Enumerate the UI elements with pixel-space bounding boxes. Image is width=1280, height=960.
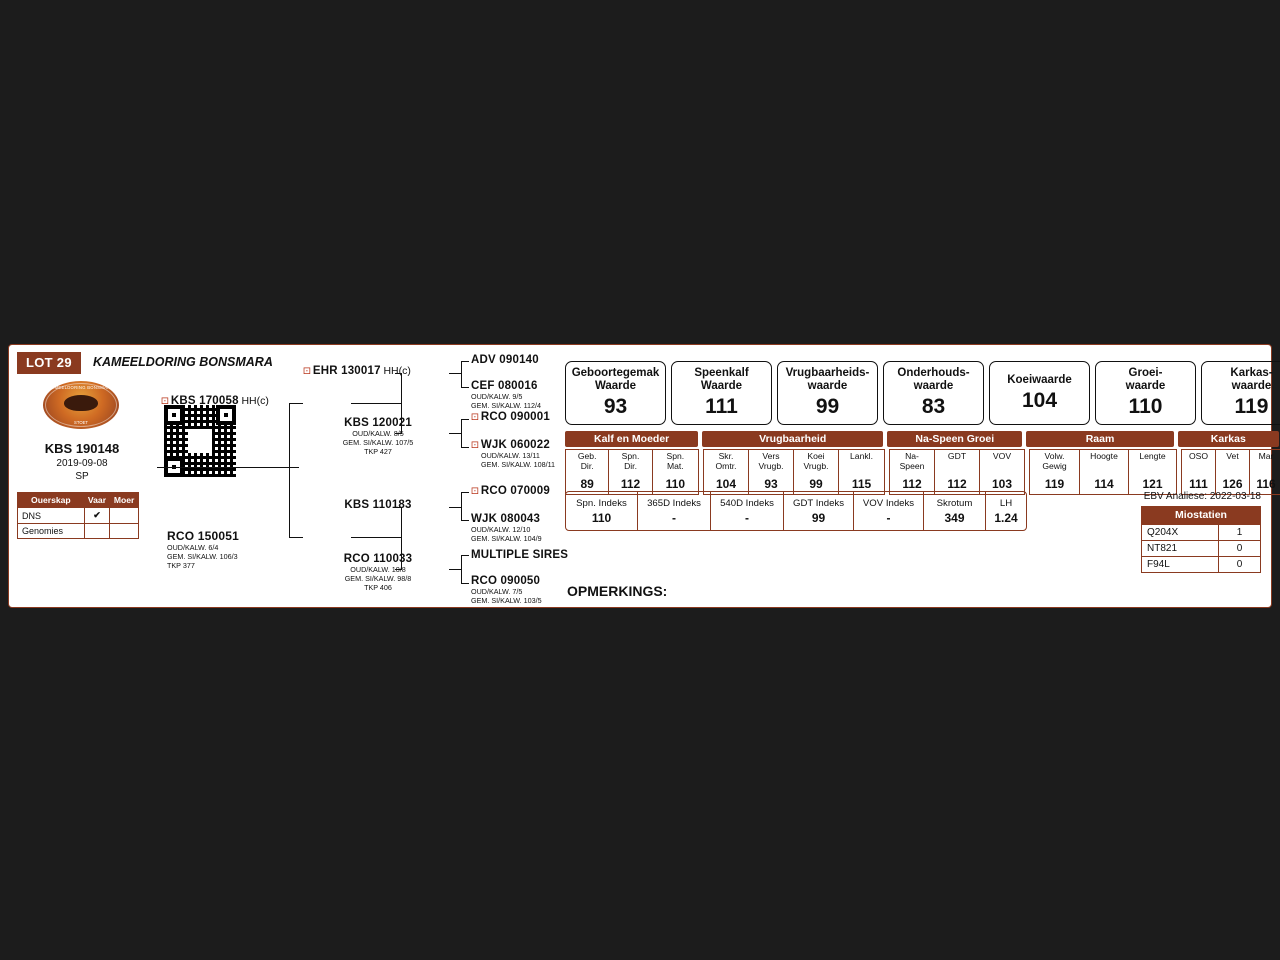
- connector: [351, 403, 401, 404]
- trait-value-hoogte: 114: [1094, 477, 1114, 491]
- trait-cells: [565, 449, 1279, 495]
- ebv-box-groei: [1095, 361, 1196, 425]
- ebv-box-vrugbaarheid: [777, 361, 878, 425]
- remarks-label: OPMERKINGS:: [567, 583, 668, 599]
- trait-label-line1: GDT: [947, 451, 967, 461]
- col-ouerskap: Ouerskap: [18, 493, 85, 508]
- trait-label-line2: Dir.: [580, 460, 594, 471]
- ebv-label-line1: Speenkalf: [694, 367, 749, 379]
- trait-value-koei-vrugb: 99: [809, 477, 823, 491]
- ebv-label-line1: Koeiwaarde: [1007, 373, 1072, 386]
- trait-mar: [1250, 450, 1280, 494]
- genomies-moer-value: [110, 524, 139, 539]
- ebv-label-line2: Waarde: [594, 380, 637, 392]
- index-lh: [986, 492, 1026, 530]
- ebv-label-line2: Waarde: [700, 380, 743, 392]
- gen3-rco090050-sub-2: GEM. SI/KALW. 103/5: [471, 596, 542, 605]
- ebv-label-line1: Karkas-: [1230, 367, 1273, 379]
- row-label-dns: DNS: [18, 508, 85, 524]
- gen3-wjk080043-sub-2: GEM. SI/KALW. 104/9: [471, 534, 542, 543]
- sire-dam-sub-3: TKP 427: [364, 447, 392, 456]
- ebv-label-line1: Geboortegemak: [571, 367, 660, 379]
- trait-geb-dir: [566, 450, 609, 494]
- index-skrotum: [924, 492, 986, 530]
- connector: [461, 447, 469, 448]
- dns-moer-value: [110, 508, 139, 524]
- connector: [449, 433, 462, 434]
- trait-value-na-speen: 112: [902, 477, 922, 491]
- dam-sire-name: KBS 110183: [344, 499, 412, 511]
- trait-label-line2: Speen: [899, 460, 925, 471]
- connector: [461, 492, 469, 493]
- trait-label-line1: Skr.: [718, 451, 734, 461]
- stud-logo: [43, 381, 119, 429]
- horn-icon: ⚀: [471, 440, 479, 450]
- trait-group-raam: [1029, 449, 1177, 495]
- connector: [461, 520, 469, 521]
- ebv-value-speenkalf: 111: [705, 395, 738, 418]
- group-header-kalf-en-moeder: Kalf en Moeder: [565, 431, 698, 447]
- gen3-wjk-sub-1: OUD/KALW. 13/11: [481, 451, 540, 460]
- connector: [461, 361, 462, 387]
- group-header-vrugbaarheid: Vrugbaarheid: [702, 431, 883, 447]
- horn-icon: ⚀: [471, 486, 479, 496]
- index-365d: [638, 492, 711, 530]
- trait-group-headers: [565, 431, 1279, 447]
- trait-hoogte: [1080, 450, 1129, 494]
- mio-name-q204x: Q204X: [1142, 525, 1219, 541]
- trait-value-lengte: 121: [1142, 477, 1163, 491]
- table-row: [18, 524, 139, 539]
- group-header-karkas: Karkas: [1178, 431, 1279, 447]
- ebv-label-line1: Groei-: [1128, 367, 1163, 379]
- trait-spn-dir: [609, 450, 652, 494]
- trait-spn-mat: [653, 450, 698, 494]
- index-spn: [566, 492, 638, 530]
- connector: [461, 583, 469, 584]
- index-value-vov: -: [886, 510, 891, 525]
- gen3-wjk080043-sub-1: OUD/KALW. 12/10: [471, 525, 531, 534]
- trait-label-line1: Mar: [1258, 451, 1274, 461]
- index-label-skrotum: Skrotum: [936, 497, 973, 509]
- dam-gen1-sub-2: GEM. SI/KALW. 106/3: [167, 552, 238, 561]
- trait-label-line1: Spn.: [621, 451, 640, 461]
- mio-value-f94l: 0: [1219, 557, 1261, 573]
- ebv-value-karkas: 119: [1234, 395, 1269, 418]
- trait-vov: [980, 450, 1024, 494]
- connector: [461, 555, 469, 556]
- trait-label-line2: Vrugb.: [758, 460, 784, 471]
- trait-na-speen: [890, 450, 935, 494]
- ebv-box-koeiwaarde: [989, 361, 1090, 425]
- trait-label-line2: Mat.: [666, 460, 684, 471]
- index-vov: [854, 492, 924, 530]
- pedigree-sire-gen1[interactable]: [161, 395, 351, 407]
- index-value-spn: 110: [591, 510, 612, 525]
- connector: [461, 492, 462, 520]
- gen3-sire-dam-dam-name: WJK 060022: [480, 439, 550, 451]
- qr-finder-top-right: [216, 405, 236, 425]
- trait-value-vov: 103: [991, 477, 1013, 491]
- miostatin-table: [1141, 524, 1261, 573]
- ebv-value-geboortegemak: 93: [603, 395, 628, 418]
- trait-label-line1: VOV: [992, 451, 1012, 461]
- connector: [461, 419, 469, 420]
- dam-gen1-name: RCO 150051: [167, 529, 240, 543]
- logo-bottom-text: STOET: [74, 420, 88, 425]
- gen3-dam-dam-sire-name: MULTIPLE SIRES: [471, 549, 569, 561]
- animal-sp: SP: [75, 471, 89, 482]
- trait-group-karkas: [1181, 449, 1280, 495]
- trait-label-line2: Gewig: [1042, 460, 1067, 471]
- connector: [289, 403, 290, 537]
- trait-label-line1: Hoogte: [1090, 451, 1118, 461]
- breed-title: KAMEELDORING BONSMARA: [93, 355, 273, 369]
- index-label-gdt: GDT Indeks: [792, 497, 844, 509]
- index-value-365d: -: [672, 510, 676, 525]
- lot-badge: LOT 29: [17, 352, 81, 374]
- index-label-vov: VOV Indeks: [862, 497, 915, 509]
- trait-vers-vrugb: [749, 450, 794, 494]
- trait-lankl: [839, 450, 884, 494]
- parentage-table: [17, 492, 139, 539]
- gen3-wjk-sub-2: GEM. SI/KALW. 108/11: [481, 460, 556, 469]
- trait-label-line1: Spn.: [666, 451, 685, 461]
- ebv-value-koeiwaarde: 104: [1021, 388, 1058, 412]
- horn-icon: ⚀: [303, 366, 311, 376]
- trait-value-spn-dir: 112: [620, 477, 641, 491]
- mio-name-f94l: F94L: [1142, 557, 1219, 573]
- index-label-540d: 540D Indeks: [720, 497, 774, 509]
- trait-value-oso: 111: [1189, 477, 1208, 491]
- table-row: [1142, 525, 1261, 541]
- trait-value-gdt: 112: [947, 477, 967, 491]
- gen3-sire-sire-sire-name: ADV 090140: [471, 354, 539, 366]
- connector: [461, 361, 469, 362]
- horn-icon: ⚀: [161, 396, 169, 406]
- trait-value-lankl: 115: [851, 477, 872, 491]
- ebv-box-karkas: [1201, 361, 1280, 425]
- dam-dam-sub-3: TKP 406: [364, 583, 392, 592]
- sire-sire-name: EHR 130017: [312, 365, 381, 377]
- connector: [157, 467, 299, 468]
- ebv-value-onderhouds: 83: [921, 395, 946, 418]
- dns-vaar-check: ✔: [84, 508, 110, 524]
- ebv-box-geboortegemak: [565, 361, 666, 425]
- group-header-na-speen-groei: Na-Speen Groei: [887, 431, 1022, 447]
- ebv-label-line2: waarde: [913, 380, 954, 392]
- animal-dob: 2019-09-08: [56, 458, 108, 469]
- dam-gen1-sub-3: TKP 377: [167, 561, 195, 570]
- trait-group-na-speen-groei: [889, 449, 1025, 495]
- trait-value-mar: 116: [1256, 477, 1276, 491]
- animal-id: KBS 190148: [44, 441, 120, 456]
- trait-label-line2: Vrugb.: [803, 460, 829, 471]
- table-row: [18, 508, 139, 524]
- dam-dam-sub-2: GEM. SI/KALW. 98/8: [344, 574, 412, 583]
- trait-gdt: [935, 450, 980, 494]
- trait-koei-vrugb: [794, 450, 839, 494]
- index-value-540d: -: [745, 510, 749, 525]
- qr-quiet-zone: [188, 429, 212, 453]
- index-row: [565, 491, 1027, 531]
- gen3-cef-sub-1: OUD/KALW. 9/5: [471, 392, 523, 401]
- trait-value-volw-gewig: 119: [1044, 477, 1065, 491]
- ebv-summary-boxes: [565, 361, 1280, 425]
- pedigree-sire-dam-gen2[interactable]: [313, 417, 443, 456]
- horn-icon: ⚀: [471, 412, 479, 422]
- sire-gen1-suffix: HH(c): [241, 395, 269, 407]
- trait-volw-gewig: [1030, 450, 1080, 494]
- table-row: [1142, 541, 1261, 557]
- sire-gen1-name: KBS 170058: [170, 395, 239, 407]
- connector: [449, 507, 462, 508]
- trait-group-kalf-en-moeder: [565, 449, 699, 495]
- trait-value-spn-mat: 110: [665, 477, 686, 491]
- ebv-analysis-date: EBV Analiese: 2022-03-18: [1143, 491, 1261, 502]
- trait-label-line1: Geb.: [577, 451, 597, 461]
- ebv-box-onderhouds: [883, 361, 984, 425]
- dam-dam-sub-1: OUD/KALW. 10/8: [350, 565, 406, 574]
- ebv-value-groei: 110: [1128, 395, 1163, 418]
- col-vaar: Vaar: [84, 493, 110, 508]
- sire-sire-suffix: HH(c): [383, 365, 411, 377]
- connector: [461, 387, 469, 388]
- ebv-label-line2: waarde: [1125, 380, 1166, 392]
- mio-name-nt821: NT821: [1142, 541, 1219, 557]
- genomies-vaar-value: [84, 524, 110, 539]
- index-label-365d: 365D Indeks: [647, 497, 701, 509]
- gen3-rco090050-sub-1: OUD/KALW. 7/5: [471, 587, 523, 596]
- trait-label-line1: Na-: [905, 451, 919, 461]
- trait-label-line2: Dir.: [624, 460, 637, 471]
- gen3-cef-sub-2: GEM. SI/KALW. 112/4: [471, 401, 542, 410]
- sire-dam-sub-2: GEM. SI/KALW. 107/5: [342, 438, 414, 447]
- col-moer: Moer: [110, 493, 139, 508]
- gen3-sire-dam-sire-name: RCO 090001: [480, 411, 550, 423]
- pedigree-dam-gen1[interactable]: [167, 529, 337, 570]
- sire-dam-sub-1: OUD/KALW. 8/5: [352, 429, 404, 438]
- group-header-raam: Raam: [1026, 431, 1173, 447]
- trait-oso: [1182, 450, 1216, 494]
- lot-card: [8, 344, 1276, 608]
- mio-value-nt821: 0: [1219, 541, 1261, 557]
- trait-label-line1: Lengte: [1139, 451, 1166, 461]
- trait-value-vet: 126: [1222, 477, 1243, 491]
- connector: [351, 537, 401, 538]
- index-label-spn: Spn. Indeks: [576, 497, 627, 509]
- trait-group-vrugbaarheid: [703, 449, 885, 495]
- index-value-skrotum: 349: [944, 510, 965, 525]
- ebv-label-line2: waarde: [807, 380, 848, 392]
- trait-label-line2: Omtr.: [715, 460, 737, 471]
- logo-top-text: KAMEELDORING BONSMARA: [48, 385, 114, 390]
- miostatin-title: Miostatien: [1141, 506, 1261, 524]
- trait-lengte: [1129, 450, 1176, 494]
- table-row: [1142, 557, 1261, 573]
- gen3-dam-sire-dam-name: WJK 080043: [471, 513, 541, 525]
- trait-label-line1: Lankl.: [850, 451, 873, 461]
- trait-vet: [1216, 450, 1250, 494]
- ebv-value-vrugbaarheid: 99: [815, 395, 840, 418]
- index-label-lh: LH: [999, 497, 1013, 509]
- trait-value-geb-dir: 89: [580, 477, 594, 491]
- gen3-sire-sire-dam-name: CEF 080016: [471, 380, 538, 392]
- pedigree-gen3-multiple-sires[interactable]: [471, 549, 611, 561]
- connector: [449, 569, 462, 570]
- pedigree-dam-dam-gen2[interactable]: [313, 553, 443, 592]
- index-gdt: [784, 492, 854, 530]
- sire-dam-name: KBS 120021: [344, 417, 412, 429]
- trait-label-line1: Vet: [1226, 451, 1239, 461]
- index-value-gdt: 99: [811, 510, 826, 525]
- trait-table: [565, 431, 1279, 495]
- table-header-row: [18, 493, 139, 508]
- trait-label-line1: OSO: [1188, 451, 1209, 461]
- trait-label-line1: Volw.: [1044, 451, 1065, 461]
- dam-gen1-sub-1: OUD/KALW. 6/4: [167, 543, 219, 552]
- mio-value-q204x: 1: [1219, 525, 1261, 541]
- trait-value-skr-omtr: 104: [715, 477, 737, 491]
- dam-dam-name: RCO 110033: [343, 553, 413, 565]
- qr-finder-top-left: [164, 405, 184, 425]
- ebv-box-speenkalf: [671, 361, 772, 425]
- trait-label-line1: Vers: [762, 451, 780, 461]
- miostatin-panel: [1141, 506, 1261, 573]
- trait-skr-omtr: [704, 450, 749, 494]
- gen3-dam-dam-dam-name: RCO 090050: [471, 575, 541, 587]
- index-540d: [711, 492, 784, 530]
- pedigree-sire-sire-gen2[interactable]: [303, 365, 453, 377]
- bull-icon: [64, 395, 98, 411]
- trait-value-vers-vrugb: 93: [764, 477, 778, 491]
- ebv-label-line1: Onderhouds-: [897, 367, 970, 379]
- index-value-lh: 1.24: [994, 510, 1018, 525]
- gen3-dam-sire-sire-name: RCO 070009: [480, 485, 550, 497]
- trait-label-line1: Koei: [807, 451, 825, 461]
- row-label-genomies: Genomies: [18, 524, 85, 539]
- ebv-label-line2: waarde: [1231, 380, 1272, 392]
- ebv-label-line1: Vrugbaarheids-: [785, 367, 870, 379]
- pedigree-dam-sire-gen2[interactable]: [313, 499, 443, 511]
